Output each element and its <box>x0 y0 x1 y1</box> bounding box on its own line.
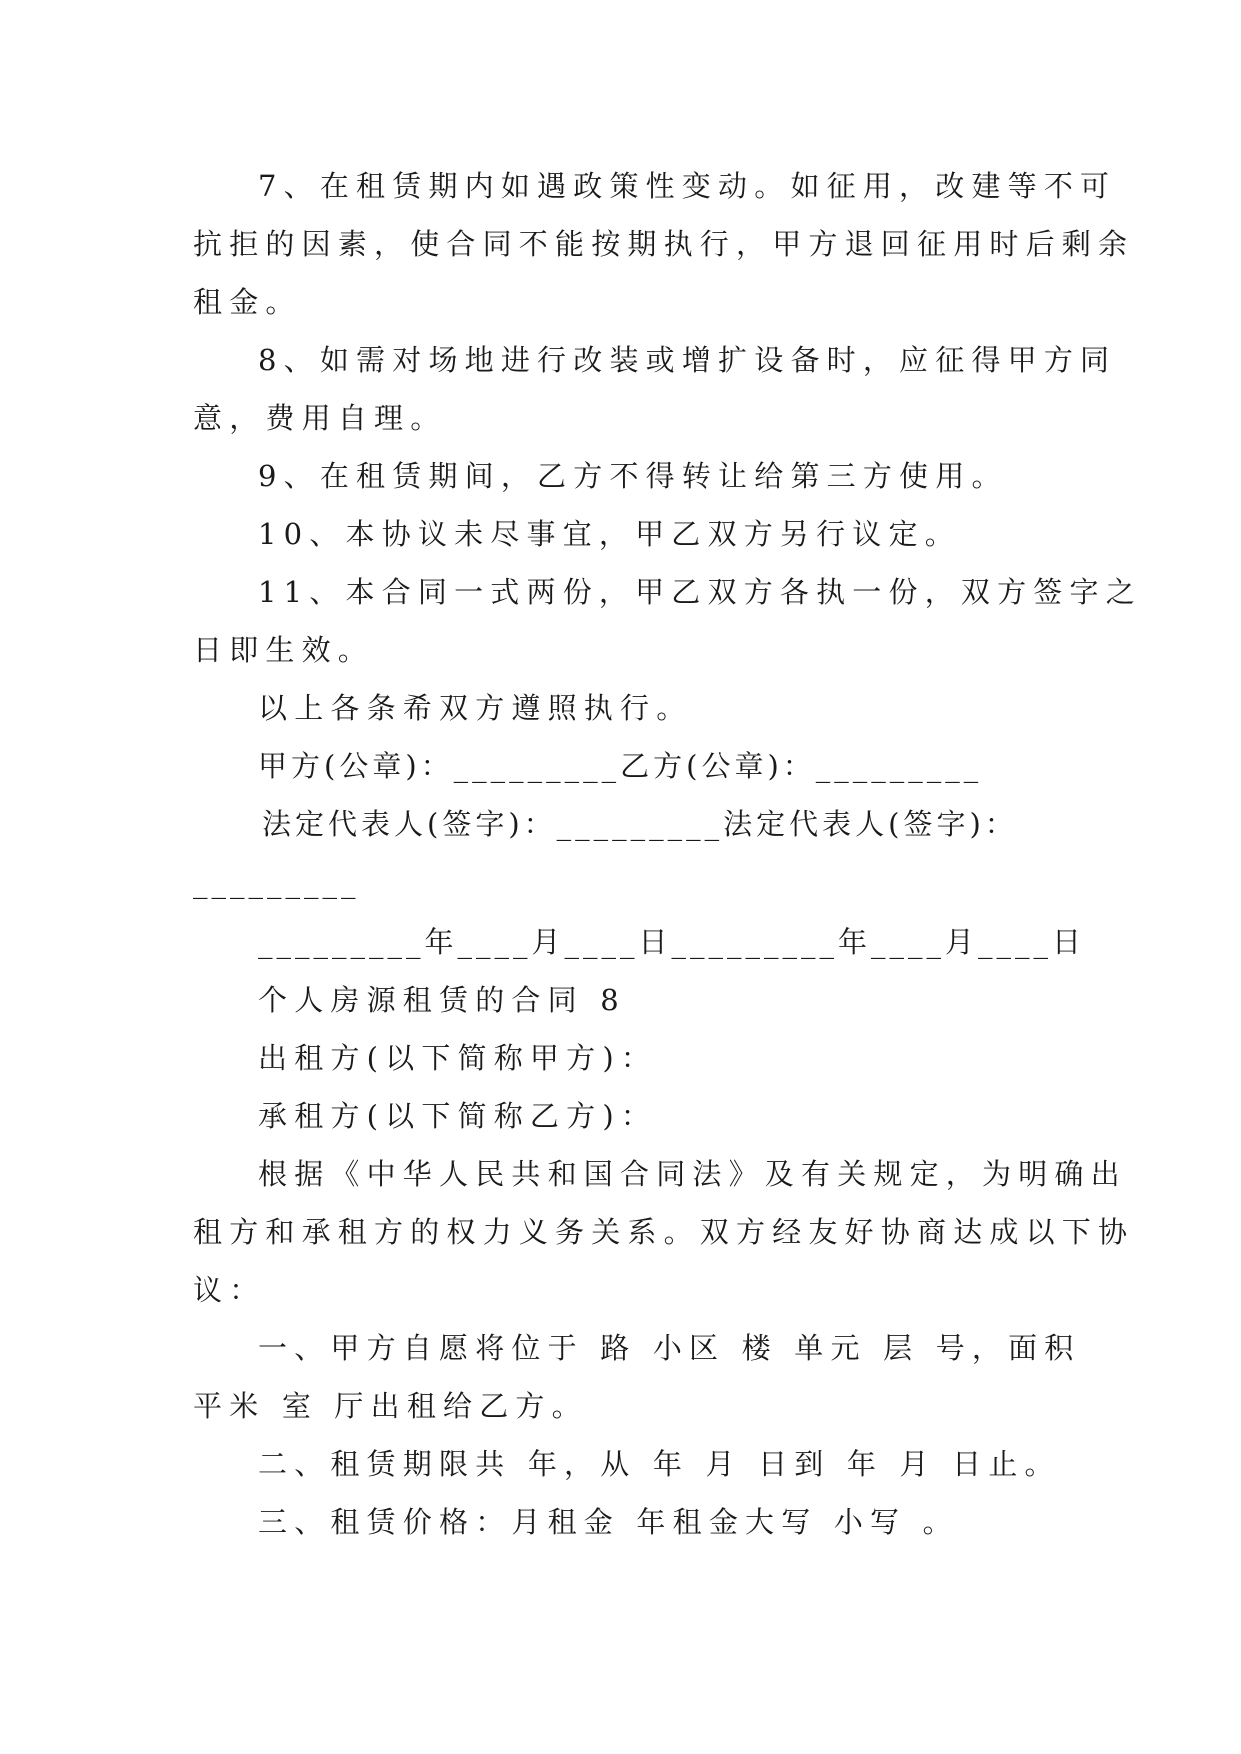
preamble-line-1: 根据《中华人民共和国合同法》及有关规定，为明确出 <box>258 1157 1127 1191</box>
date-line: _________年____月____日_________年____月____日 <box>258 925 1086 959</box>
legal-rep-signature-line: 法定代表人(签字)：_________法定代表人(签字)： <box>262 807 1018 841</box>
article-1-line-1: 一、甲方自愿将位于 路 小区 楼 单元 层 号，面积 <box>258 1331 1081 1365</box>
clause-9: 9、在租赁期间，乙方不得转让给第三方使用。 <box>258 459 1008 493</box>
lessee-line: 承租方(以下简称乙方)： <box>258 1099 658 1133</box>
clause-11-line-2: 日即生效。 <box>193 633 375 667</box>
clause-7-line-2: 抗拒的因素，使合同不能按期执行，甲方退回征用时后剩余 <box>193 227 1135 261</box>
article-1-line-2: 平米 室 厅出租给乙方。 <box>193 1389 588 1423</box>
article-3: 三、租赁价格：月租金 年租金大写 小写 。 <box>258 1505 959 1539</box>
closing-statement: 以上各条希双方遵照执行。 <box>258 691 693 725</box>
preamble-line-2: 租方和承租方的权力义务关系。双方经友好协商达成以下协 <box>193 1215 1135 1249</box>
clause-10: 10、本协议未尽事宜，甲乙双方另行议定。 <box>258 517 961 551</box>
article-2: 二、租赁期限共 年，从 年 月 日到 年 月 日止。 <box>258 1447 1061 1481</box>
clause-11-line-1: 11、本合同一式两份，甲乙双方各执一份，双方签字之 <box>258 575 1142 609</box>
preamble-line-3: 议： <box>193 1273 266 1307</box>
clause-8-line-1: 8、如需对场地进行改装或增扩设备时，应征得甲方同 <box>258 343 1117 377</box>
seal-line: 甲方(公章)：_________乙方(公章)：_________ <box>258 749 983 783</box>
legal-rep-signature-blank: _________ <box>193 865 360 899</box>
lessor-line: 出租方(以下简称甲方)： <box>258 1041 658 1075</box>
clause-7-line-3: 租金。 <box>193 285 302 319</box>
clause-8-line-2: 意，费用自理。 <box>193 401 447 435</box>
clause-7-line-1: 7、在租赁期内如遇政策性变动。如征用，改建等不可 <box>258 169 1117 203</box>
contract-title: 个人房源租赁的合同 8 <box>258 983 626 1017</box>
